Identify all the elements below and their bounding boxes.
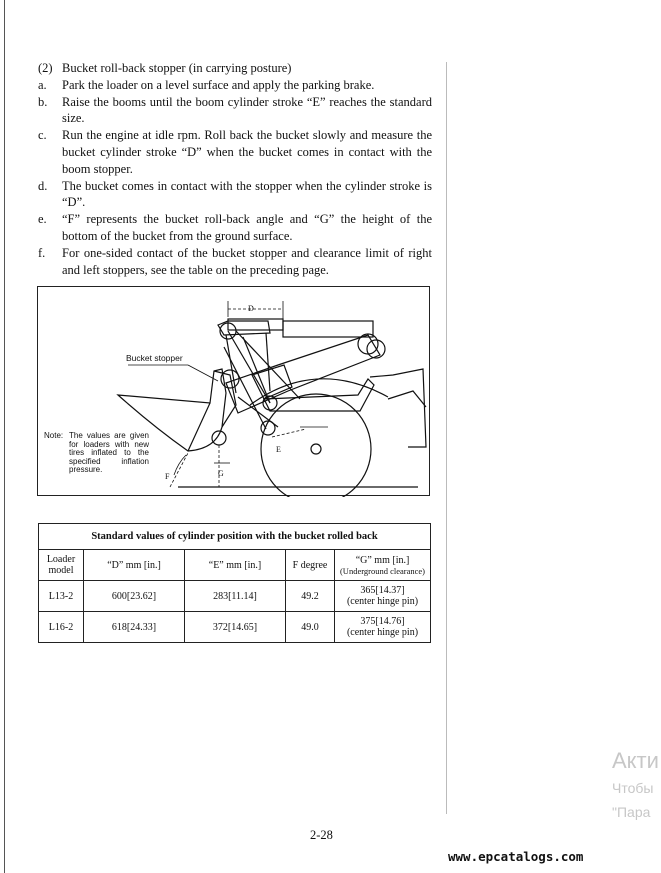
windows-activation-overlay bbox=[612, 746, 659, 824]
loader-bucket-diagram bbox=[37, 286, 430, 496]
step-d bbox=[38, 178, 432, 212]
cell-g bbox=[335, 581, 431, 612]
bucket-hinge bbox=[212, 431, 226, 445]
cell-e: 372[14.65] bbox=[185, 612, 286, 643]
watermark-url: www.epcatalogs.com bbox=[448, 849, 584, 864]
loader-body bbox=[370, 369, 426, 447]
cell-g-note: (center hinge pin) bbox=[346, 596, 419, 607]
step-marker: b. bbox=[38, 94, 48, 109]
dim-f-arc bbox=[174, 455, 186, 475]
bucket-inner-edge bbox=[188, 403, 210, 451]
boom-cylinder bbox=[283, 321, 373, 337]
cylinder-position-table bbox=[38, 523, 431, 643]
cell-g-value: 365[14.37] bbox=[360, 585, 405, 596]
step-c bbox=[38, 127, 432, 177]
step-text: Park the loader on a level surface and apply the parking brake. bbox=[62, 77, 375, 92]
step-text: For one-sided contact of the bucket stopper and clearance limit of right and left stoppers, see the table on the preceding page. bbox=[62, 245, 432, 277]
dim-f-label: F bbox=[165, 472, 170, 481]
step-text: Run the engine at idle rpm. Roll back the bucket slowly and measure the bucket cylinder stroke “D” when the bucket comes in contact with the boom stopper. bbox=[62, 128, 432, 176]
procedure-section bbox=[38, 60, 432, 278]
activation-line-1: Акти bbox=[612, 748, 659, 773]
dim-g-label: G bbox=[218, 469, 224, 478]
cell-g bbox=[335, 612, 431, 643]
cell-g-note: (center hinge pin) bbox=[346, 627, 419, 638]
section-title: Bucket roll-back stopper (in carrying posture) bbox=[62, 61, 292, 75]
boom-arm bbox=[226, 335, 380, 413]
step-text: The bucket comes in contact with the stopper when the cylinder stroke is “D”. bbox=[62, 178, 432, 210]
activation-line-2: Чтобы bbox=[612, 780, 654, 796]
dim-f-line bbox=[170, 453, 188, 487]
page-number: 2-28 bbox=[310, 828, 333, 842]
tire-note bbox=[44, 432, 154, 475]
header-e: “E” mm [in.] bbox=[185, 550, 286, 581]
header-d: “D” mm [in.] bbox=[84, 550, 185, 581]
step-a bbox=[38, 77, 432, 94]
header-g-main: “G” mm [in.] bbox=[355, 554, 410, 566]
cell-e: 283[11.14] bbox=[185, 581, 286, 612]
cell-f: 49.2 bbox=[286, 581, 335, 612]
step-b bbox=[38, 94, 432, 128]
step-f bbox=[38, 245, 432, 279]
header-g bbox=[335, 550, 431, 581]
header-f: F degree bbox=[286, 550, 335, 581]
table-row bbox=[39, 581, 431, 612]
dim-e-label: E bbox=[276, 445, 281, 454]
frame-detail bbox=[388, 391, 426, 407]
table-header-row bbox=[39, 550, 431, 581]
dim-d-label: D bbox=[248, 304, 254, 313]
cell-d: 600[23.62] bbox=[84, 581, 185, 612]
cell-d: 618[24.33] bbox=[84, 612, 185, 643]
dim-e-line bbox=[272, 429, 306, 437]
note-label: Note: bbox=[44, 431, 64, 440]
step-text: “F” represents the bucket roll-back angle and “G” the height of the bottom of the bucket from the ground surface. bbox=[62, 212, 432, 243]
step-marker: f. bbox=[38, 245, 46, 260]
page-right-rule bbox=[446, 62, 447, 814]
activation-line-3: "Пара bbox=[612, 804, 651, 820]
fender bbox=[250, 379, 388, 405]
section-heading bbox=[38, 60, 432, 77]
cell-g-value: 375[14.76] bbox=[360, 616, 405, 627]
header-g-sub: (Underground clearance) bbox=[339, 565, 426, 576]
step-marker: e. bbox=[38, 212, 47, 227]
step-marker: d. bbox=[38, 178, 48, 193]
step-marker: a. bbox=[38, 77, 47, 92]
step-e bbox=[38, 211, 432, 245]
cell-model: L16-2 bbox=[39, 612, 84, 643]
page-left-rule bbox=[4, 0, 5, 873]
header-model: Loader model bbox=[39, 550, 84, 581]
wheel-hub bbox=[311, 444, 321, 454]
table-row bbox=[39, 612, 431, 643]
section-number: (2) bbox=[38, 61, 53, 75]
note-text: The values are given for loaders with new tires inflated to the specified inflation pressure. bbox=[69, 431, 149, 475]
bucket-stopper-label: Bucket stopper bbox=[126, 353, 183, 363]
step-text: Raise the booms until the boom cylinder stroke “E” reaches the standard size. bbox=[62, 94, 432, 126]
step-marker: c. bbox=[38, 128, 47, 143]
cell-model: L13-2 bbox=[39, 581, 84, 612]
mast-right bbox=[266, 333, 270, 391]
cell-f: 49.0 bbox=[286, 612, 335, 643]
mast-left bbox=[226, 335, 236, 393]
table-caption: Standard values of cylinder position with the bucket rolled back bbox=[39, 524, 431, 550]
